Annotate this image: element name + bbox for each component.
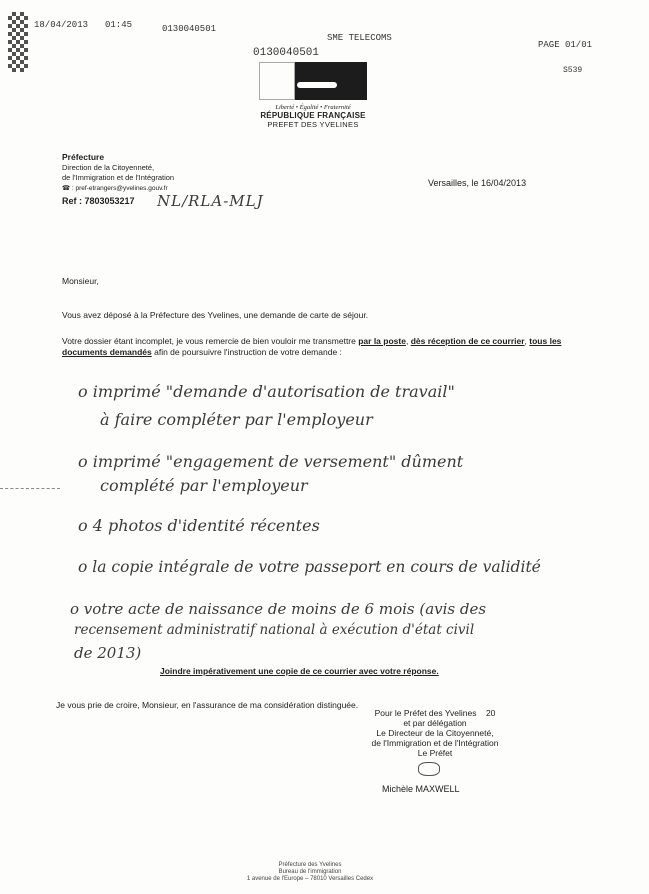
sender-title: Préfecture [62,152,105,162]
sig-number: 20 [485,708,496,718]
closing-formula: Je vous prie de croire, Monsieur, en l'assurance de ma considération distinguée. [56,700,359,710]
fax-number: 0130040501 [162,24,217,34]
handwritten-item-1: o imprimé "demande d'autorisation de travail" [78,382,455,401]
sig-direction: de l'Immigration et de l'Intégration [371,738,499,748]
handwritten-ref: NL/RLA-MLJ [157,192,264,210]
handwritten-item-3: o 4 photos d'identité récentes [78,516,320,535]
p2-underline-reception: dès réception de ce courrier [410,336,525,346]
p2-underline-documents: tous les documents demandés [62,336,562,357]
handwritten-item-1b: à faire compléter par l'employeur [100,410,373,429]
fax-corner-pattern [8,12,28,72]
footer-line-3: 1 avenue de l'Europe – 78010 Versailles Cedex [246,876,374,882]
footer-line-1: Préfecture des Yvelines [278,862,342,868]
footer-address [220,862,400,883]
handwritten-item-4: o la copie intégrale de votre passeport en cours de validité [78,558,541,576]
logo-motto: Liberté • Égalité • Fraternité [275,104,351,111]
fold-line [0,488,60,489]
paragraph-2 [62,336,582,358]
p2-underline-post: par la poste [358,336,406,346]
logo-prefect: PREFET DES YVELINES [267,120,359,129]
fax-code: S539 [563,66,583,75]
p2-text-1: Votre dossier étant incomplet, je vous remercie de bien vouloir me transmettre [62,336,359,346]
paragraph-1: Vous avez déposé à la Préfecture des Yvelines, une demande de carte de séjour. [62,310,369,320]
handwritten-item-5b: recensement administratif national à exécution d'état civil [74,622,475,638]
handwritten-item-2: o imprimé "engagement de versement" dûment [78,452,464,471]
handwritten-item-5c: de 2013) [74,644,142,662]
place-date: Versailles, le 16/04/2013 [428,178,527,188]
signature-block [340,708,530,758]
sender-email: ☎ : pref-etrangers@yvelines.gouv.fr [62,185,168,192]
footer-line-2: Bureau de l'immigration [278,869,342,875]
handwritten-item-5: o votre acte de naissance de moins de 6 mois (avis des [70,600,487,618]
sender-direction: Direction de la Citoyenneté, [62,163,155,172]
sender-ref: Ref : 7803053217 [62,196,135,206]
signature-line-1 [340,708,530,718]
stamp-number: 0130040501 [253,47,320,59]
fax-sender: SME TELECOMS [327,33,392,43]
p2-text-3: , [524,336,530,346]
enclose-notice: Joindre impérativement une copie de ce courrier avec votre réponse. [160,666,439,676]
signatory-name: Michèle MAXWELL [382,784,460,794]
logo-republic: RÉPUBLIQUE FRANÇAISE [260,111,366,120]
sender-direction2: de l'Immigration et de l'Intégration [62,173,175,182]
p2-text-4: afin de poursuivre l'instruction de votre demande : [151,347,342,357]
salutation: Monsieur, [62,276,99,286]
sig-prefet: Le Préfet [417,748,453,758]
signature-scribble-icon [418,762,440,776]
handwritten-item-2b: complété par l'employeur [100,476,308,495]
sig-delegation: et par délégation [403,718,467,728]
fax-page: PAGE 01/01 [538,40,593,50]
sig-for-prefect: Pour le Préfet des Yvelines [374,708,477,718]
fax-time: 01:45 [105,20,133,30]
sig-director: Le Directeur de la Citoyenneté, [376,728,494,738]
marianne-emblem-icon [259,62,367,100]
marianne-logo [258,62,368,129]
fax-date: 18/04/2013 [34,20,89,30]
p2-text-2: , [405,336,411,346]
